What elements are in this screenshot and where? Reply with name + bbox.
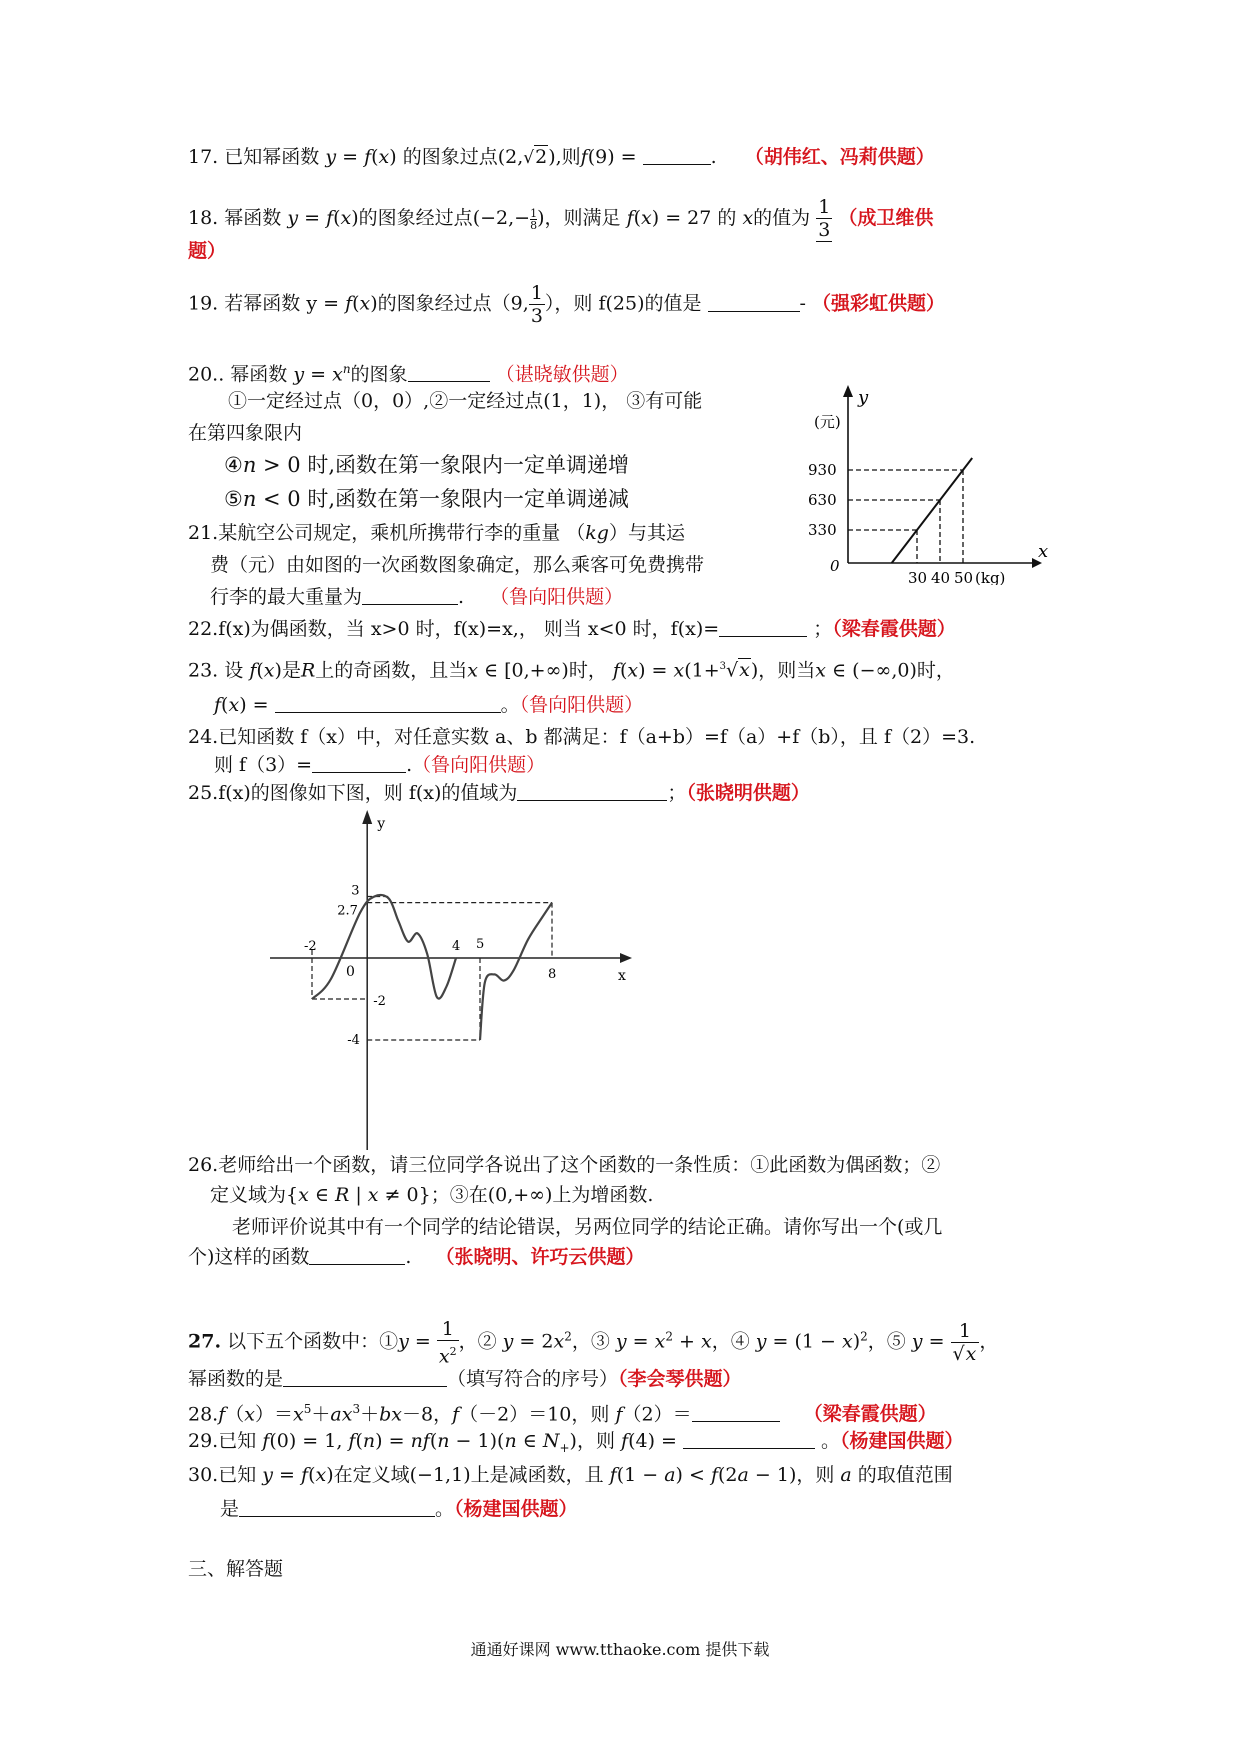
curve-left [312, 895, 456, 999]
answer-blank[interactable] [719, 618, 807, 637]
question-23: 23. 设 f(x)是R上的奇函数，且当x ∈ [0,+∞)时， f(x) = x(1+$^3$√x)，则当x ∈ (−∞,0)时， [188, 659, 955, 682]
answer-blank[interactable] [683, 1430, 815, 1449]
y-axis-label: y [377, 816, 386, 832]
q20-option-3-cont: 在第四象限内 [188, 422, 303, 444]
fee-line [892, 458, 973, 563]
luggage-fee-chart [800, 385, 1050, 585]
credit: （张晓明供题） [686, 782, 810, 804]
answer-blank[interactable] [643, 146, 711, 165]
q30-line2: 是 。（杨建国供题） [220, 1498, 578, 1520]
q24-line2: 则 f（3）= .（鲁向阳供题） [214, 754, 546, 776]
answer-blank[interactable] [408, 363, 490, 382]
x-tick-label: 4 [452, 939, 461, 954]
y-axis-label: y [858, 387, 869, 408]
section-heading: 三、解答题 [188, 1558, 284, 1580]
q23-line2: f(x) = 。（鲁向阳供题） [214, 694, 644, 716]
question-29: 29.已知 f(0) = 1, f(n) = nf(n − 1)(n ∈ $N_+$)，则 f(4) = 。（杨建国供题） [188, 1430, 964, 1455]
answer-blank[interactable] [275, 694, 501, 713]
credit: （杨建国供题） [840, 1430, 964, 1452]
y-axis-arrow [362, 810, 372, 824]
q26-line2: 定义域为{x ∈ R | x ≠ 0}；③在(0,+∞)上为增函数. [210, 1184, 654, 1206]
credit: （胡伟红、冯莉供题） [744, 146, 935, 168]
credit: （成卫维供 [838, 207, 934, 229]
question-20: 20.. 幂函数 $y = x^n$的图象 （谌晓敏供题） [188, 362, 629, 386]
question-18: 18. 幂函数 y = f(x)的图象经过点(−2,− $\frac{1}{8}$)，则满足 f(x) = 27 的 x的值为 $\frac{1}{3}$ （成卫维供 [188, 196, 934, 241]
q26-line3: 老师评价说其中有一个同学的结论错误，另两位同学的结论正确。请你写出一个(或几 [232, 1216, 943, 1238]
answer-blank[interactable] [362, 586, 458, 605]
x-tick-label: 40 [931, 569, 951, 585]
credit: （鲁向阳供题） [519, 694, 644, 716]
x-unit: (kg) [975, 569, 1006, 585]
y-axis-unit: (元) [814, 413, 841, 431]
credit: （强彩虹供题） [812, 292, 946, 315]
x-tick-label: 30 [908, 569, 928, 585]
answer-blank[interactable] [239, 1498, 435, 1517]
question-22: 22.f(x)为偶函数，当 x>0 时，f(x)=x,， 则当 x<0 时，f(x)= ；（梁春霞供题） [188, 618, 956, 640]
question-25: 25.f(x)的图像如下图，则 f(x)的值域为 ；（张晓明供题） [188, 782, 810, 804]
credit: （梁春霞供题） [803, 1403, 937, 1426]
x-axis-label: x [618, 968, 626, 984]
origin-label: 0 [346, 964, 355, 980]
x-tick-label: 50 [954, 569, 974, 585]
y-tick-label: -2 [373, 994, 386, 1009]
answer-fraction: $\frac{1}{3}$ [818, 196, 831, 241]
q21-line2: 费（元）由如图的一次函数图象确定，那么乘客可免费携带 [210, 554, 705, 576]
credit: （谌晓敏供题） [495, 363, 629, 386]
x-tick-label: -2 [304, 939, 317, 954]
credit: （李会琴供题） [618, 1368, 742, 1390]
y-tick-label: 3 [351, 883, 360, 899]
function-graph-chart [270, 810, 640, 1150]
question-26: 26.老师给出一个函数，请三位同学各说出了这个函数的一条性质：①此函数为偶函数；② [188, 1154, 941, 1176]
credit: （鲁向阳供题） [412, 754, 546, 776]
question-21: 21.某航空公司规定，乘机所携带行李的重量 （kg）与其运 [188, 522, 685, 544]
answer-blank[interactable] [517, 782, 667, 801]
y-tick-label: 330 [808, 521, 837, 539]
x-tick-label: 8 [548, 967, 557, 982]
q26-line4: 个)这样的函数 . （张晓明、许巧云供题） [188, 1246, 645, 1268]
answer-blank[interactable] [309, 1246, 405, 1265]
x-tick-label: 5 [476, 937, 485, 952]
question-19: 19. 若幂函数 y = f(x)的图象经过点（9, $\frac{1}{3}$ ），则 f(25)的值是 - （强彩虹供题） [188, 282, 946, 327]
y-tick-label: 930 [808, 461, 837, 479]
q20-option-1-3: ①一定经过点（0，0）,②一定经过点(1，1)， ③有可能 [228, 390, 703, 412]
q20-option-4: ④n > 0 时,函数在第一象限内一定单调递增 [224, 453, 630, 477]
credit: （梁春霞供题） [832, 618, 956, 640]
question-30: 30.已知 y = f(x)在定义域(−1,1)上是减函数，且 f(1 − a) < f(2a − 1)，则 a 的取值范围 [188, 1464, 953, 1486]
credit: （杨建国供题） [454, 1498, 578, 1520]
answer-blank[interactable] [708, 293, 800, 312]
y-tick-label: 2.7 [337, 903, 358, 919]
answer-blank[interactable] [312, 754, 406, 773]
question-27: 27. 以下五个函数中：①y = $\frac{1}{x^2}$ ，② $y = 2x^2$，③ $y = x^2 + x$，④ $y = (1 - x)^2$，⑤ y = $\frac{1}{√x}$ ， [188, 1318, 999, 1368]
q27-line2: 幂函数的是 （填写符合的序号）（李会琴供题） [188, 1368, 742, 1390]
curve-right [480, 903, 552, 1040]
q20-option-5: ⑤n < 0 时,函数在第一象限内一定单调递减 [224, 487, 630, 511]
credit: （张晓明、许巧云供题） [435, 1246, 645, 1268]
answer-blank[interactable] [692, 1403, 780, 1422]
credit: （鲁向阳供题） [490, 586, 624, 608]
question-17: 17. 已知幂函数 y = f(x) 的图象过点(2,√2),则f(9) = . （胡伟红、冯莉供题） [188, 146, 935, 168]
question-number: 17. [188, 146, 219, 168]
page-footer: 通通好课网 www.tthaoke.com 提供下载 [470, 1640, 770, 1659]
question-24: 24.已知函数 f（x）中，对任意实数 a、b 都满足：f（a+b）=f（a）+f（b），且 f（2）=3. [188, 726, 976, 748]
x-axis-arrow [620, 953, 632, 963]
y-tick-label: 630 [808, 491, 837, 509]
answer-blank[interactable] [283, 1368, 447, 1387]
origin-label: 0 [830, 557, 840, 575]
q21-line3: 行李的最大重量为 . （鲁向阳供题） [210, 586, 624, 608]
x-axis-label: x [1038, 541, 1049, 562]
credit-continued: 题） [188, 240, 227, 262]
y-tick-label: -4 [347, 1033, 360, 1048]
y-axis-arrow [843, 385, 853, 397]
question-28: $28.f(x)=x^5+ax^3+bx-8$，f（－2）＝10，则 f（2）＝ （梁春霞供题） [188, 1402, 937, 1426]
